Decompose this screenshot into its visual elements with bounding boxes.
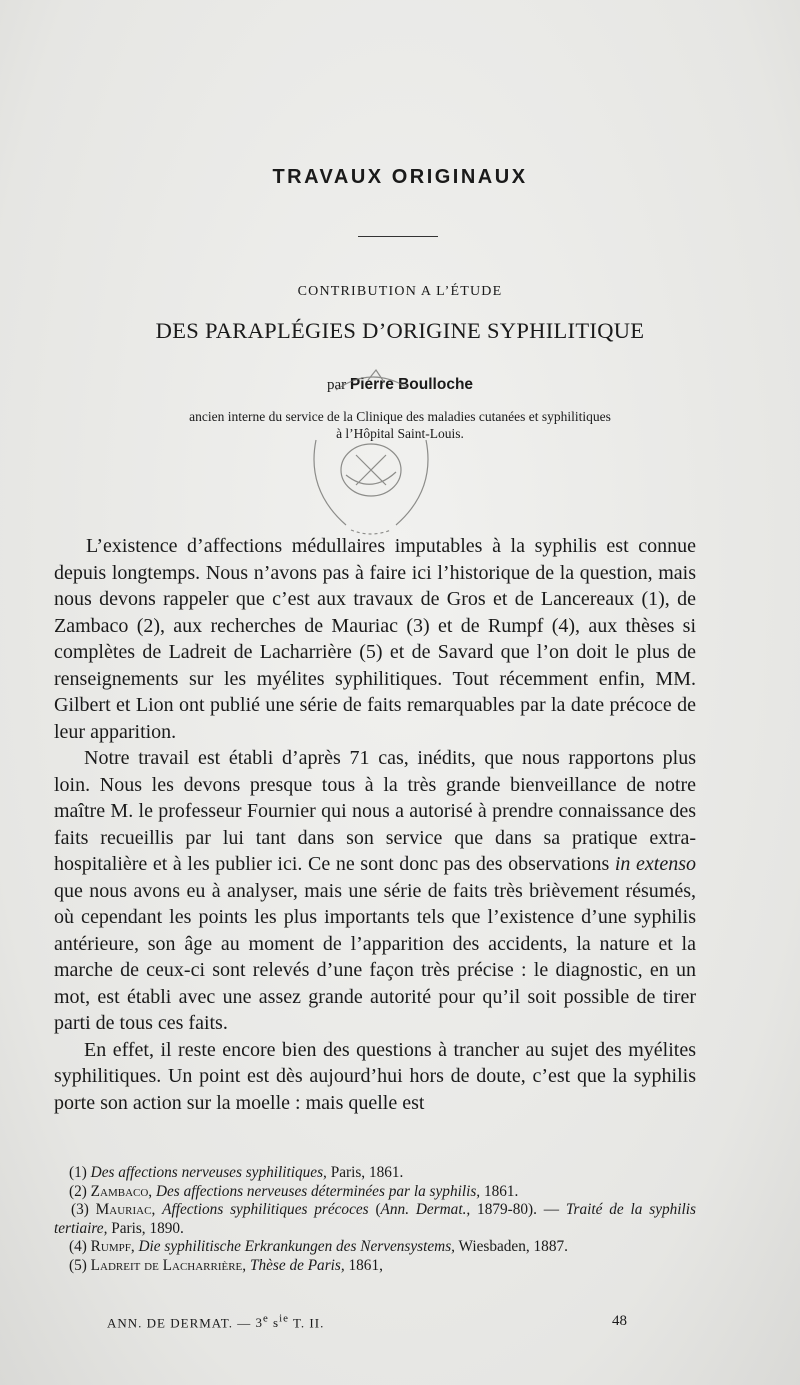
- tome: T. II.: [292, 1315, 325, 1331]
- series-num: 3: [255, 1315, 263, 1331]
- affiliation-line-1: ancien interne du service de la Clinique des maladies cutanées et syphilitiques: [189, 409, 611, 424]
- footnote-4: [54, 1238, 696, 1257]
- footnote-number: (4): [69, 1238, 87, 1255]
- footnote-rest: (: [368, 1201, 381, 1218]
- footnote-rest: 1861,: [344, 1256, 383, 1274]
- footnote-number: (5): [69, 1256, 87, 1274]
- author-name: Pierre Boulloche: [349, 376, 474, 393]
- contribution-line: CONTRIBUTION A L’ÉTUDE: [297, 284, 503, 299]
- series-number: [255, 1315, 288, 1330]
- series-s: s: [273, 1315, 280, 1331]
- footnote-title: Die syphilitische Erkrankungen des Nervensystems,: [138, 1238, 455, 1255]
- journal-abbrev: ANN. DE DERMAT.: [107, 1315, 233, 1331]
- footnote-5: [54, 1257, 696, 1276]
- footnote-3: [54, 1201, 696, 1238]
- footnote-2: [54, 1183, 696, 1202]
- footnote-author: Rumpf,: [90, 1238, 135, 1255]
- footnote-rest: Wiesbaden, 1887.: [454, 1238, 568, 1255]
- footnote-rest: Paris, 1861.: [326, 1164, 404, 1181]
- footnote-number: (1): [69, 1164, 87, 1181]
- footnote-title: Des affections nerveuses déterminées par la syphilis,: [155, 1182, 481, 1200]
- footnote-1: [54, 1164, 696, 1183]
- footnote-rest: 1879-80). —: [470, 1201, 566, 1218]
- paragraph-1: L’existence d’affections médullaires imputables à la syphilis est connue depuis longtemps. Nous n’avons pas à faire ici l’historique de la question, mais nous devons rappeler que c’est aux travaux de Gros et de Lancereaux (1), de Zambaco (2), aux recherches de Mauriac (3) et de Rumpf (4), aux thèses si complètes de Ladreit de Lacharrière (5) et de Savard que l’on doit le plus de renseignements sur les myélites syphilitiques. Tout récemment enfin, MM. Gilbert et Lion ont publié une série de faits remarquables par la date précoce de leur apparition.: [54, 535, 696, 743]
- byline-prefix: par: [326, 377, 347, 393]
- paragraph-2-text-end: que nous avons eu à analyser, mais une série de faits très brièvement résumés, où cependant les points les plus importants tels que l’existence d’une syphilis antérieure, son âge au moment de l’apparition des accidents, la nature et la marche de ceux-ci sont relevés d’une façon très précise : le diagnostic, en un mot, est établi avec une assez grande autorité pour qu’il soit possible de tirer parti de tous ces faits.: [54, 879, 696, 1034]
- paragraph-2: [54, 745, 696, 1037]
- section-heading: TRAVAUX ORIGINAUX: [272, 166, 528, 188]
- footnotes: [54, 1164, 696, 1275]
- footnote-rest: 1861.: [480, 1182, 519, 1200]
- paragraph-2-italic: in extenso: [614, 853, 696, 875]
- byline: [0, 376, 800, 394]
- footnote-number: (3): [71, 1201, 89, 1218]
- affiliation-line-2: à l’Hôpital Saint-Louis.: [336, 426, 464, 441]
- page-number: 48: [612, 1313, 627, 1329]
- footnote-title: Affections syphilitiques précoces: [162, 1201, 369, 1218]
- footnote-title-2: Traité de la syphilis tertiaire,: [54, 1201, 696, 1237]
- footnote-author: Mauriac,: [95, 1201, 156, 1218]
- paragraph-2-text: Notre travail est établi d’après 71 cas, inédits, que nous rapportons plus loin. Nous les devons presque tous à la très grande bienveillance de notre maître M. le professeur Fournier qui nous a autorisé à prendre connaissance des faits recueillis par lui tant dans son service que dans sa pratique extra-hospitalière et à les publier ici. Ce ne sont donc pas des observations: [54, 747, 696, 875]
- footnote-author: Ladreit de Lacharrière,: [90, 1256, 247, 1274]
- series-s-sup: ie: [279, 1313, 289, 1325]
- footnote-title: Thèse de Paris,: [249, 1256, 345, 1274]
- footnote-author: Zambaco,: [90, 1182, 153, 1200]
- title-divider: [358, 236, 438, 237]
- paragraph-3: En effet, il reste encore bien des questions à trancher au sujet des myélites syphilitiques. Un point est dès aujourd’hui hors de doute, c’est que la syphilis porte son action sur la moelle : mais quelle est: [54, 1038, 696, 1114]
- article-title: DES PARAPLÉGIES D’ORIGINE SYPHILITIQUE: [155, 318, 645, 343]
- footer-dash: —: [237, 1315, 252, 1331]
- footnote-title: Des affections nerveuses syphilitiques,: [90, 1164, 327, 1181]
- article-body: [54, 533, 696, 1116]
- footnote-journal: Ann. Dermat.,: [380, 1201, 471, 1218]
- footnote-rest: Paris, 1890.: [107, 1219, 184, 1237]
- affiliation: [0, 408, 800, 442]
- page-footer: [107, 1313, 627, 1331]
- series-sup: e: [262, 1313, 269, 1325]
- footnote-number: (2): [69, 1182, 87, 1200]
